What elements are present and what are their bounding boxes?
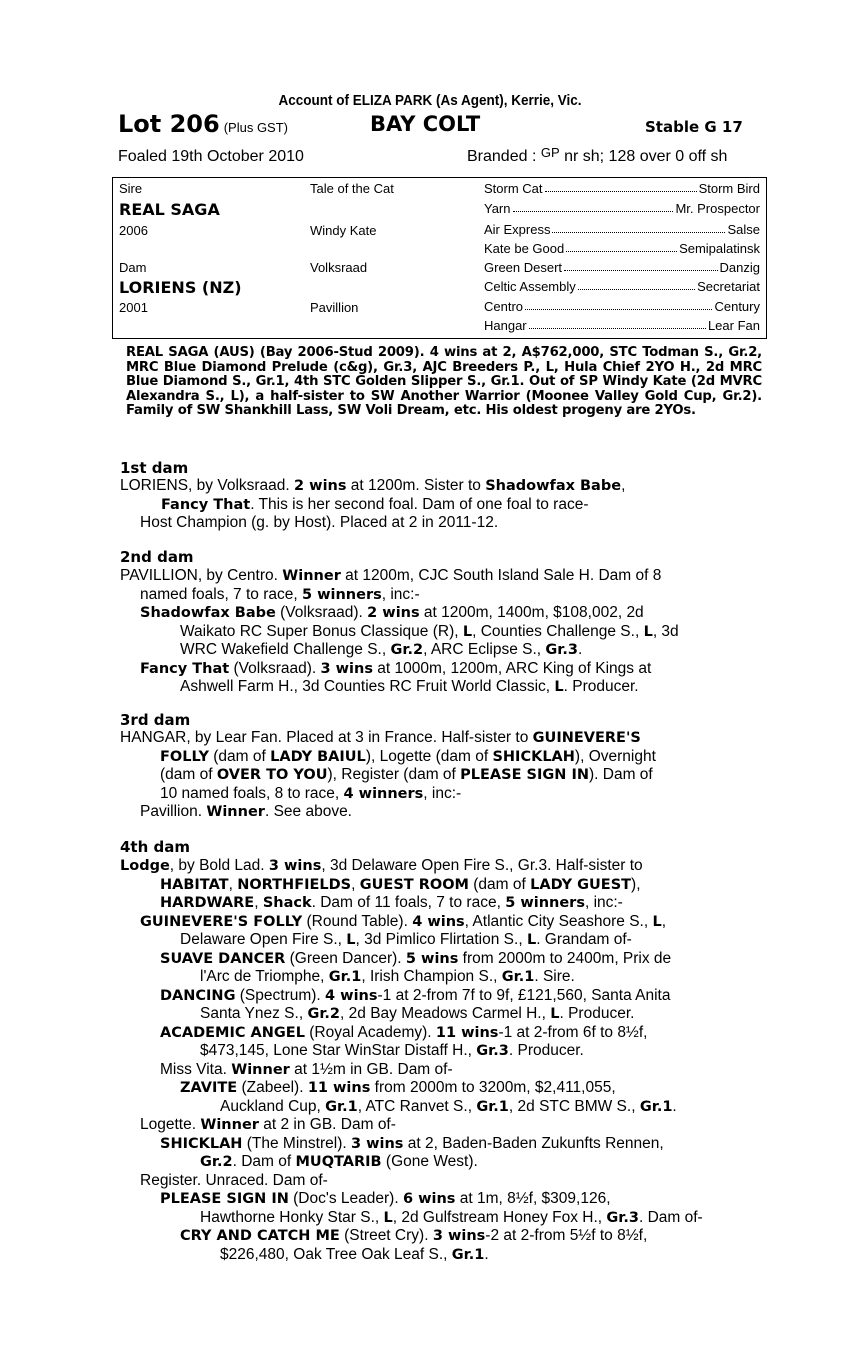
gen3-row: Green Desert Danzig xyxy=(484,260,760,275)
stable-number: Stable G 17 xyxy=(645,118,743,136)
gen3-row: Kate be Good Semipalatinsk xyxy=(484,241,760,256)
sire-name: REAL SAGA xyxy=(119,200,220,219)
sire-year: 2006 xyxy=(119,223,148,238)
foaled-date: Foaled 19th October 2010 xyxy=(118,148,304,165)
dam-name: LORIENS (NZ) xyxy=(119,278,242,297)
granddam-dam: Pavillion xyxy=(310,300,359,315)
fourth-dam-heading: 4th dam xyxy=(120,838,190,856)
gen3-row: Celtic Assembly Secretariat xyxy=(484,279,760,294)
sire-label: Sire xyxy=(119,181,143,196)
dam-label: Dam xyxy=(119,260,147,275)
grandsire-dam: Volksraad xyxy=(310,260,368,275)
consignor-account: Account of ELIZA PARK (As Agent), Kerrie, Vic. xyxy=(278,92,582,109)
second-dam-text: PAVILLION, by Centro. Winner at 1200m, CJC South Island Sale H. Dam of 8 named foals, 7 to race, 5 winners, inc:- Shadowfax Babe (Volksraad). 2 wins at 1200m, 1400m, $108,002, 2d Waikato RC Super Bonus Classique (R), L, Counties Challenge S., L, 3d WRC Wakefield Challenge S., Gr.2, ARC Eclipse S., Gr.3. Fancy That (Volksraad). 3 wins at 1000m, 1200m, ARC King of Kings at Ashwell Farm H., 3d Counties RC Fruit World Classic, L. Producer. xyxy=(120,567,679,695)
gen3-row: Centro Century xyxy=(484,299,760,314)
first-dam-heading: 1st dam xyxy=(120,459,189,477)
third-dam-text: HANGAR, by Lear Fan. Placed at 3 in France. Half-sister to GUINEVERE'S FOLLY (dam of LADY BAIUL), Logette (dam of SHICKLAH), Overnight (dam of OVER TO YOU), Register (dam of PLEASE SIGN IN). Dam of 10 named foals, 8 to race, 4 winners, inc:- Pavillion. Winner. See above. xyxy=(120,729,656,820)
horse-description: BAY COLT xyxy=(370,112,481,136)
dam-year: 2001 xyxy=(119,300,148,315)
grandsire-sire: Tale of the Cat xyxy=(310,181,394,196)
gen3-row: Storm Cat Storm Bird xyxy=(484,181,760,196)
granddam-sire: Windy Kate xyxy=(310,223,377,238)
pedigree-table xyxy=(112,177,767,339)
gst-note: (Plus GST) xyxy=(223,120,289,135)
branded-info: Branded : $^{GP}$ nr sh; 128 over 0 off sh xyxy=(467,145,728,165)
gen3-row: Yarn Mr. Prospector xyxy=(484,201,760,216)
sire-summary: REAL SAGA (AUS) (Bay 2006-Stud 2009). 4 wins at 2, A$762,000, STC Todman S., Gr.2, MRC Blue Diamond Prelude (c&g), Gr.3, AJC Breeders P., L, Hula Chief 2YO H., 2d MRC Blue Diamond S., Gr.1, 4th STC Golden Slipper S., Gr.1. Out of SP Windy Kate (2d MVRC Alexandra S., L), a half-sister to SW Another Warrior (Moonee Valley Gold Cup, Gr.2). Family of SW Shankhill Lass, SW Voli Dream, etc. His oldest progeny are 2YOs. xyxy=(126,345,762,419)
third-dam-heading: 3rd dam xyxy=(120,711,191,729)
brand-mark-icon: GP xyxy=(540,145,560,160)
gen3-row: Hangar Lear Fan xyxy=(484,318,760,333)
first-dam-text: LORIENS, by Volksraad. 2 wins at 1200m. Sister to Shadowfax Babe, Fancy That. This is her second foal. Dam of one foal to race- Host Champion (g. by Host). Placed at 2 in 2011-12. xyxy=(120,477,626,531)
lot-number: Lot 206 (Plus GST) xyxy=(118,110,289,138)
fourth-dam-text: Lodge, by Bold Lad. 3 wins, 3d Delaware Open Fire S., Gr.3. Half-sister to HABITAT, NORTHFIELDS, GUEST ROOM (dam of LADY GUEST), HARDWARE, Shack. Dam of 11 foals, 7 to race, 5 winners, inc:- GUINEVERE'S FOLLY (Round Table). 4 wins, Atlantic City Seashore S., L, Delaware Open Fire S., L, 3d Pimlico Flirtation S., L. Grandam of- SUAVE DANCER (Green Dancer). 5 wins from 2000m to 2400m, Prix de l'Arc de Triomphe, Gr.1, Irish Champion S., Gr.1. Sire. DANCING (Spectrum). 4 wins-1 at 2-from 7f to 9f, £121,560, Santa Anita Santa Ynez S., Gr.2, 2d Bay Meadows Carmel H., L. Producer. ACADEMIC ANGEL (Royal Academy). 11 wins-1 at 2-from 6f to 8½f, $473,145, Lone Star WinStar Distaff H., Gr.3. Producer. Miss Vita. Winner at 1½m in GB. Dam of- ZAVITE (Zabeel). 11 wins from 2000m to 3200m, $2,411,055, Auckland Cup, Gr.1, ATC Ranvet S., Gr.1, 2d STC BMW S., Gr.1. Logette. Winner at 2 in GB. Dam of- SHICKLAH (The Minstrel). 3 wins at 2, Baden-Baden Zukunfts Rennen, Gr.2. Dam of MUQTARIB (Gone West). Register. Unraced. Dam of- PLEASE SIGN IN (Doc's Leader). 6 wins at 1m, 8½f, $309,126, Hawthorne Honky Star S., L, 2d Gulfstream Honey Fox H., Gr.3. Dam of- CRY AND CATCH ME (Street Cry). 3 wins-2 at 2-from 5½f to 8½f, $226,480, Oak Tree Oak Leaf S., Gr.1. xyxy=(120,857,703,1263)
second-dam-heading: 2nd dam xyxy=(120,548,194,566)
gen3-row: Air Express Salse xyxy=(484,222,760,237)
